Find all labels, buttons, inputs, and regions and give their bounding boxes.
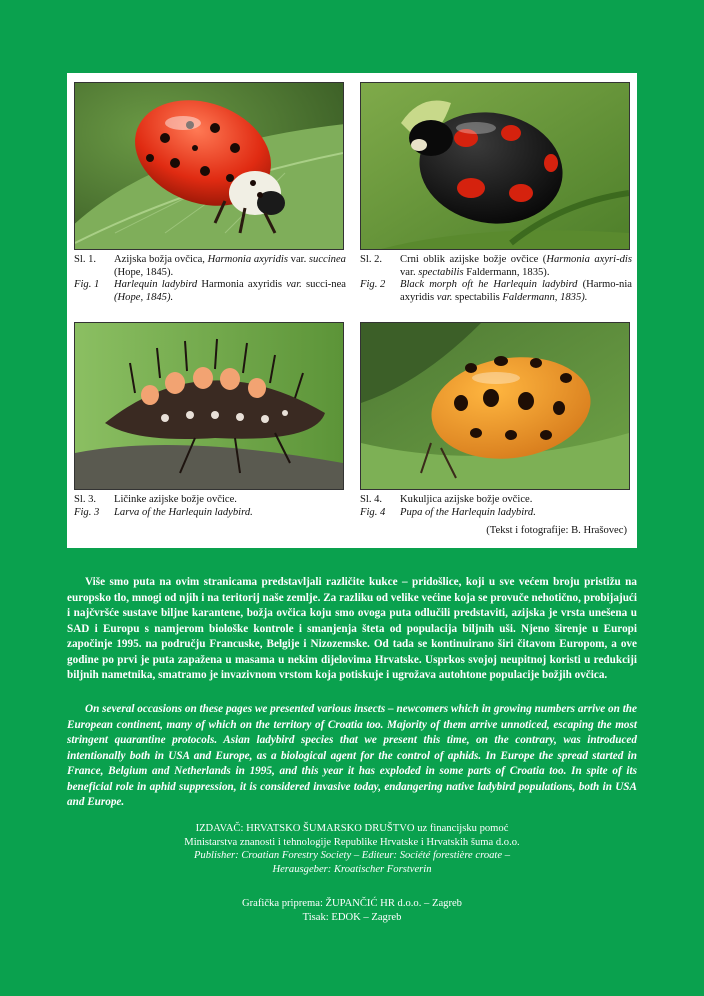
photo-red-ladybird	[74, 82, 344, 250]
caption-text: (Hope, 1845).	[114, 291, 174, 303]
variety-name: spectabilis	[452, 291, 503, 303]
caption-number-en: Fig. 4	[360, 506, 386, 518]
species-name: Harmonia axyri-dis	[546, 254, 632, 265]
caption-text: Faldermann, 1835).	[502, 291, 588, 303]
publisher-line: Publisher: Croatian Forestry Society – Editeur: Société forestière croate –	[193, 850, 511, 861]
caption-text: var.	[400, 266, 419, 278]
species-name: Harmonia axyridis	[207, 254, 288, 265]
variety-name: succinea	[308, 254, 346, 265]
species-name: Harmonia axyridis	[197, 279, 287, 291]
caption-number-hr: Sl. 4.	[360, 494, 383, 505]
publisher-info	[67, 822, 637, 876]
caption-number-en: Fig. 1	[74, 279, 100, 291]
caption-text: Faldermann, 1835).	[463, 266, 550, 278]
caption-fig-4	[360, 494, 632, 519]
paragraph: Više smo puta na ovim stranicama predstavljali različite kukce – pridošlice, koji u sve većem broju pristižu na europsko tlo, mnogi od njih i na teritorij naše zemlje. Za razliku od velike većine koja se provuče nehotično, probijajući i najčvršće sustave biljne karantene, božja ovčica koju smo ovoga puta odlučili predstaviti, azijska je vrsta unešena u SAD i Europu s namjerom biološke kontrole i smanjenja šteta od populacija biljnih uši. Njeno širenje u Europi započinje 1995. na području Francuske, Belgije i Nizozemske. Od tada se kontinuirano širi čitavom Europom, a ove godine po prvi je puta zapažena u masama u nekim dijelovima Hrvatske. Usprkos svojoj neupitnoj koristi u redukciji biljnih nametnika, smatramo je invazivnom vrstom koja potiskuje i ugrožava autohtone populacije božjih ovčica.	[67, 576, 637, 681]
caption-text: var.	[286, 279, 302, 291]
caption-number-hr: Sl. 1.	[74, 254, 97, 265]
caption-fig-1	[74, 254, 346, 304]
caption-number-en: Fig. 2	[360, 279, 386, 291]
publisher-line: Ministarstva znanosti i tehnologije Republike Hrvatske i Hrvatskih šuma d.o.o.	[184, 836, 520, 848]
photo-pupa	[360, 322, 630, 490]
caption-number-en: Fig. 3	[74, 506, 100, 518]
species-name: (Harmo-nia axyridis	[400, 279, 632, 303]
caption-text: Ličinke azijske božje ovčice.	[114, 494, 237, 505]
photo-larva	[74, 322, 344, 490]
publisher-line: Herausgeber: Kroatischer Forstverin	[272, 863, 432, 875]
caption-text: var.	[436, 291, 453, 303]
variety-name: succi-nea	[301, 279, 347, 291]
caption-number-hr: Sl. 3.	[74, 494, 97, 505]
caption-text: Crni oblik azijske božje ovčice (	[400, 254, 547, 265]
caption-text: Azijska božja ovčica,	[114, 254, 208, 265]
caption-text: Black morph oft he Harlequin ladybird	[400, 279, 578, 291]
caption-text: Larva of the Harlequin ladybird.	[114, 506, 253, 518]
print-info	[67, 897, 637, 924]
caption-text: Kukuljica azijske božje ovčice.	[400, 494, 533, 505]
caption-text: Harlequin ladybird	[114, 279, 198, 291]
photo-credit: (Tekst i fotografije: B. Hrašovec)	[486, 525, 627, 536]
caption-fig-2	[360, 254, 632, 304]
article-text-croatian	[67, 575, 637, 684]
publisher-line: IZDAVAČ: HRVATSKO ŠUMARSKO DRUŠTVO uz financijsku pomoć	[195, 823, 509, 834]
prepress-line: Grafička priprema: ŽUPANČIĆ HR d.o.o. – Zagreb	[242, 898, 462, 909]
variety-name: spectabilis	[418, 266, 464, 278]
caption-text: Pupa of the Harlequin ladybird.	[400, 506, 536, 518]
photo-panel	[67, 73, 637, 548]
caption-text: (Hope, 1845).	[114, 266, 174, 278]
caption-fig-3	[74, 494, 346, 519]
paragraph: On several occasions on these pages we presented various insects – newcomers which in growing numbers arrive on the European continent, many of which on the territory of Croatia too. Majority of them arrive unnoticed, escaping the most stringent quarantine protocols. Asian ladybird species that we present this time, on the contrary, was introduced intentionally both in USA and Europe, as a biological agent for the control of aphids. In Europe the spread started in France, Belgium and Netherlands in 1995, and this year it has exploded in some parts of Croatia too. In spite of its beneficial role in aphid suppression, it is considered invasive today, endangering native ladybird populations, both in USA and Europe.	[67, 703, 637, 808]
photo-black-ladybird	[360, 82, 630, 250]
caption-text: var.	[287, 254, 309, 265]
print-line: Tisak: EDOK – Zagreb	[302, 911, 402, 923]
article-text-english	[67, 702, 637, 811]
caption-number-hr: Sl. 2.	[360, 254, 383, 265]
